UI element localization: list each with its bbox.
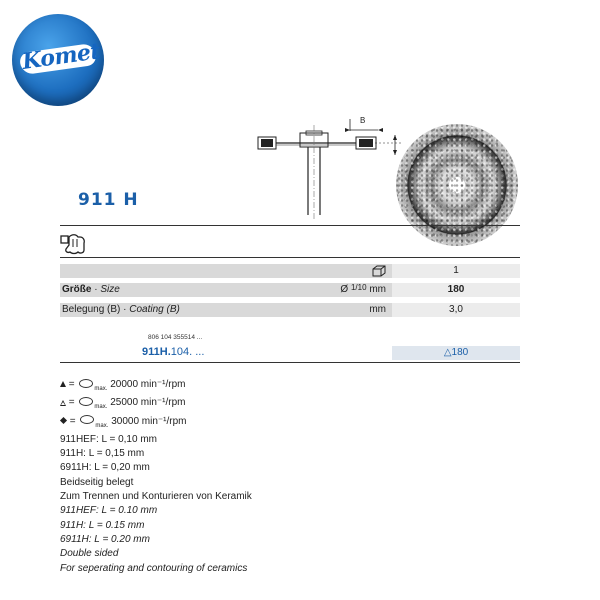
size-label-en: Size [100,284,120,295]
disc-edge-left-fill [261,139,273,147]
open-triangle-icon [60,400,66,406]
logo-text: Komet [20,38,102,75]
size-label: Größe · Size [62,284,120,295]
unit-mm: mm [369,284,386,295]
coating-value: 3,0 [449,304,463,315]
order-code [142,346,204,358]
note-en-1: 911HEF: L = 0.10 mm [60,505,158,517]
diamond-icon [60,417,67,424]
diamond-disc-photo [396,124,518,246]
rpm-icon [79,379,93,388]
note-de-4: Beidseitig belegt [60,476,134,488]
dim-arrow-right [378,128,383,132]
unit-fraction: 1/10 [350,283,367,292]
note-de-2: 911H: L = 0,15 mm [60,448,145,460]
note-de-5: Zum Trennen und Konturieren von Keramik [60,491,252,503]
instrument-side-view [250,115,410,225]
filled-triangle-icon [60,381,66,387]
coating-label: Belegung (B) · Coating (B) [62,304,180,315]
size-label-de: Größe [62,284,92,295]
speed-line-3: = $_{max.}$ 30000 min⁻¹/rpm [60,415,580,433]
speed-line-2: = $_{max.}$ 25000 min⁻¹/rpm [60,396,580,414]
table-icon-rule [60,257,520,258]
size-value: 180 [447,284,465,295]
diameter-symbol: Ø [340,284,349,295]
rpm-icon [80,415,94,424]
dim-arrow-top [393,135,397,140]
product-title: 911 H [78,190,139,210]
package-icon [372,265,386,277]
order-code-rest: 104. ... [170,346,205,358]
note-de-3: 6911H: L = 0,20 mm [60,462,150,474]
reference-number: 806 104 355514 ... [148,334,203,341]
dim-arrow-bottom [393,150,397,155]
disc-edge-right-fill [359,139,373,147]
pack-value: 1 [453,265,459,276]
coating-label-en: Coating (B) [129,304,180,315]
rpm-icon [79,397,93,406]
komet-logo [12,14,104,106]
size-unit [330,283,386,297]
dim-arrow-left [345,128,350,132]
table-bottom-rule [60,362,520,363]
note-de-1: 911HEF: L = 0,10 mm [60,433,157,445]
note-en-2: 911H: L = 0.15 mm [60,519,145,531]
dim-label: B [360,116,366,125]
coating-label-de: Belegung (B) [62,304,121,315]
disc-grain [396,124,518,246]
coating-unit: mm [369,304,386,315]
order-value: △180 [443,347,469,358]
notes [60,378,580,576]
note-en-4: Double sided [60,548,119,560]
note-en-3: 6911H: L = 0.20 mm [60,533,150,545]
order-code-main: 911H. [142,346,171,358]
application-icon [60,233,88,255]
note-en-5: For seperating and contouring of ceramics [60,562,248,574]
speed-line-1: = $_{max.}$ 20000 min⁻¹/rpm [60,378,580,396]
table-top-rule [60,225,520,226]
